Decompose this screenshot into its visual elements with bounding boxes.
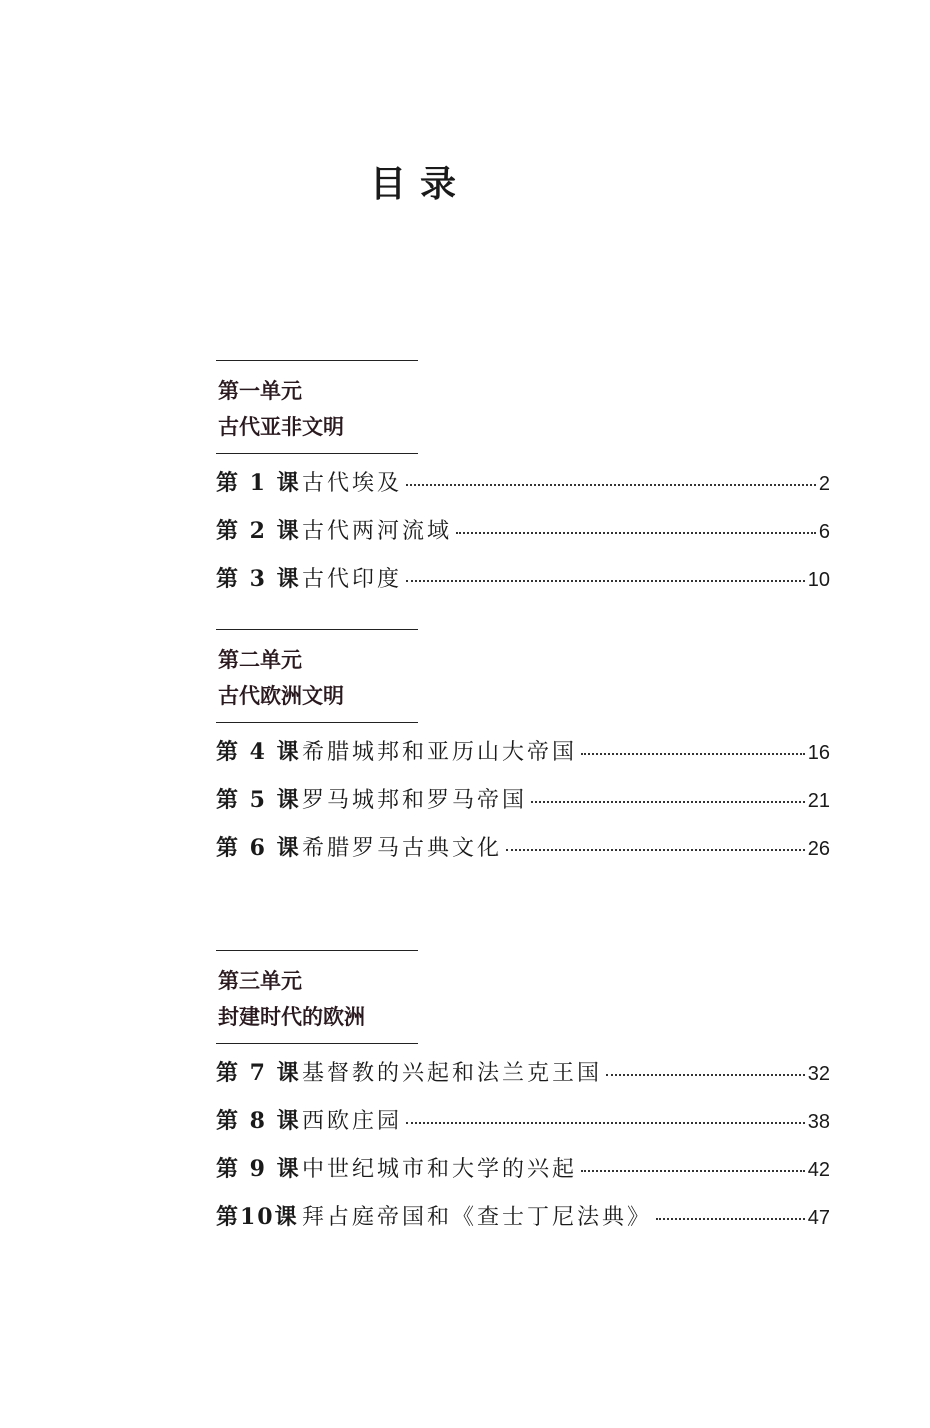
toc-entry[interactable] <box>216 1058 830 1106</box>
page-number: 16 <box>807 742 830 764</box>
lesson-list <box>216 468 830 612</box>
unit-section <box>216 629 830 881</box>
toc-entry[interactable] <box>216 564 830 612</box>
lesson-title: 西欧庄园 <box>302 1109 403 1134</box>
page-number: 26 <box>807 838 830 860</box>
page-number: 10 <box>807 569 830 591</box>
page-number: 6 <box>818 521 830 543</box>
unit-label: 第二单元 <box>218 647 302 672</box>
toc-entry[interactable] <box>216 737 830 785</box>
unit-name: 古代亚非文明 <box>218 414 344 439</box>
toc-entry[interactable] <box>216 1202 830 1250</box>
toc-entry[interactable] <box>216 516 830 564</box>
unit-label: 第一单元 <box>218 378 302 403</box>
dot-leader <box>406 1122 805 1124</box>
page-number: 47 <box>807 1207 830 1229</box>
unit-section <box>216 950 830 1250</box>
lesson-number: 第 9 课 <box>216 1156 301 1182</box>
lesson-number: 第 6 课 <box>216 835 301 861</box>
dot-leader <box>406 484 816 486</box>
page-number: 42 <box>807 1159 830 1181</box>
lesson-number: 第10课 <box>216 1204 299 1230</box>
lesson-title: 中世纪城市和大学的兴起 <box>302 1157 578 1182</box>
lesson-title: 希腊城邦和亚历山大帝国 <box>302 740 578 765</box>
lesson-title: 基督教的兴起和法兰克王国 <box>302 1061 603 1086</box>
unit-label: 第三单元 <box>218 968 302 993</box>
toc-entry[interactable] <box>216 468 830 516</box>
toc-entry[interactable] <box>216 1154 830 1202</box>
unit-section <box>216 360 830 612</box>
page-title: 目录 <box>369 163 470 205</box>
lesson-number: 第 1 课 <box>216 470 301 496</box>
lesson-title: 罗马城邦和罗马帝国 <box>302 788 528 813</box>
lesson-number: 第 3 课 <box>216 566 301 592</box>
lesson-number: 第 4 课 <box>216 739 301 765</box>
toc-entry[interactable] <box>216 833 830 881</box>
toc-entry[interactable] <box>216 1106 830 1154</box>
lesson-list <box>216 737 830 881</box>
unit-bottom-rule <box>216 1043 418 1044</box>
lesson-number: 第 5 课 <box>216 787 301 813</box>
dot-leader <box>531 801 805 803</box>
lesson-title: 古代两河流域 <box>302 519 453 544</box>
toc-entry[interactable] <box>216 785 830 833</box>
lesson-list <box>216 1058 830 1250</box>
lesson-number: 第 7 课 <box>216 1060 301 1086</box>
lesson-title: 希腊罗马古典文化 <box>302 836 503 861</box>
lesson-number: 第 8 课 <box>216 1108 301 1134</box>
lesson-title: 古代印度 <box>302 567 403 592</box>
unit-heading <box>216 951 830 1043</box>
dot-leader <box>581 1170 805 1172</box>
unit-bottom-rule <box>216 453 418 454</box>
unit-heading <box>216 361 830 453</box>
lesson-number: 第 2 课 <box>216 518 301 544</box>
unit-bottom-rule <box>216 722 418 723</box>
dot-leader <box>581 753 805 755</box>
dot-leader <box>506 849 805 851</box>
dot-leader <box>606 1074 805 1076</box>
unit-heading <box>216 630 830 722</box>
dot-leader <box>406 580 805 582</box>
page-number: 2 <box>818 473 830 495</box>
unit-name: 古代欧洲文明 <box>218 683 344 708</box>
dot-leader <box>456 532 816 534</box>
page-number: 21 <box>807 790 830 812</box>
unit-name: 封建时代的欧洲 <box>218 1004 365 1029</box>
page-number: 32 <box>807 1063 830 1085</box>
lesson-title: 古代埃及 <box>302 471 403 496</box>
lesson-title: 拜占庭帝国和《查士丁尼法典》 <box>302 1205 653 1230</box>
dot-leader <box>656 1218 805 1220</box>
page-number: 38 <box>807 1111 830 1133</box>
